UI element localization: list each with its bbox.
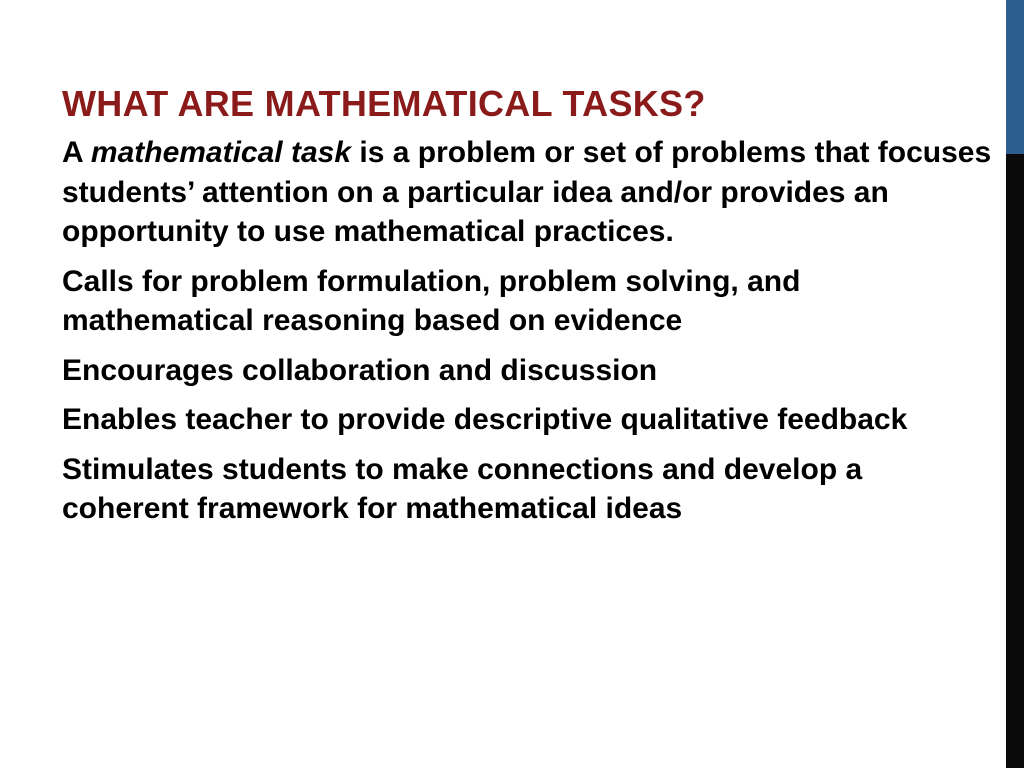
list-item: Stimulates students to make connections and develop a coherent framework for mathematical ideas (62, 452, 863, 525)
definition-prefix: A (62, 136, 91, 169)
list-item: Encourages collaboration and discussion (62, 353, 658, 387)
list-item: Calls for problem formulation, problem solving, and mathematical reasoning based on evidence (62, 264, 801, 337)
slide-body (62, 133, 997, 539)
definition-paragraph (62, 133, 997, 252)
slide-title: WHAT ARE MATHEMATICAL TASKS? (62, 83, 706, 124)
accent-bar-blue (1006, 0, 1024, 154)
side-accent-bar (1006, 0, 1024, 768)
definition-text: is a problem or set of problems that focuses students’ attention on a particular idea and/or provides an opportunity to use mathematical practices. (62, 136, 992, 248)
definition-term: mathematical task (90, 136, 352, 169)
list-item: Enables teacher to provide descriptive qualitative feedback (62, 403, 908, 436)
accent-bar-dark (1006, 154, 1024, 768)
